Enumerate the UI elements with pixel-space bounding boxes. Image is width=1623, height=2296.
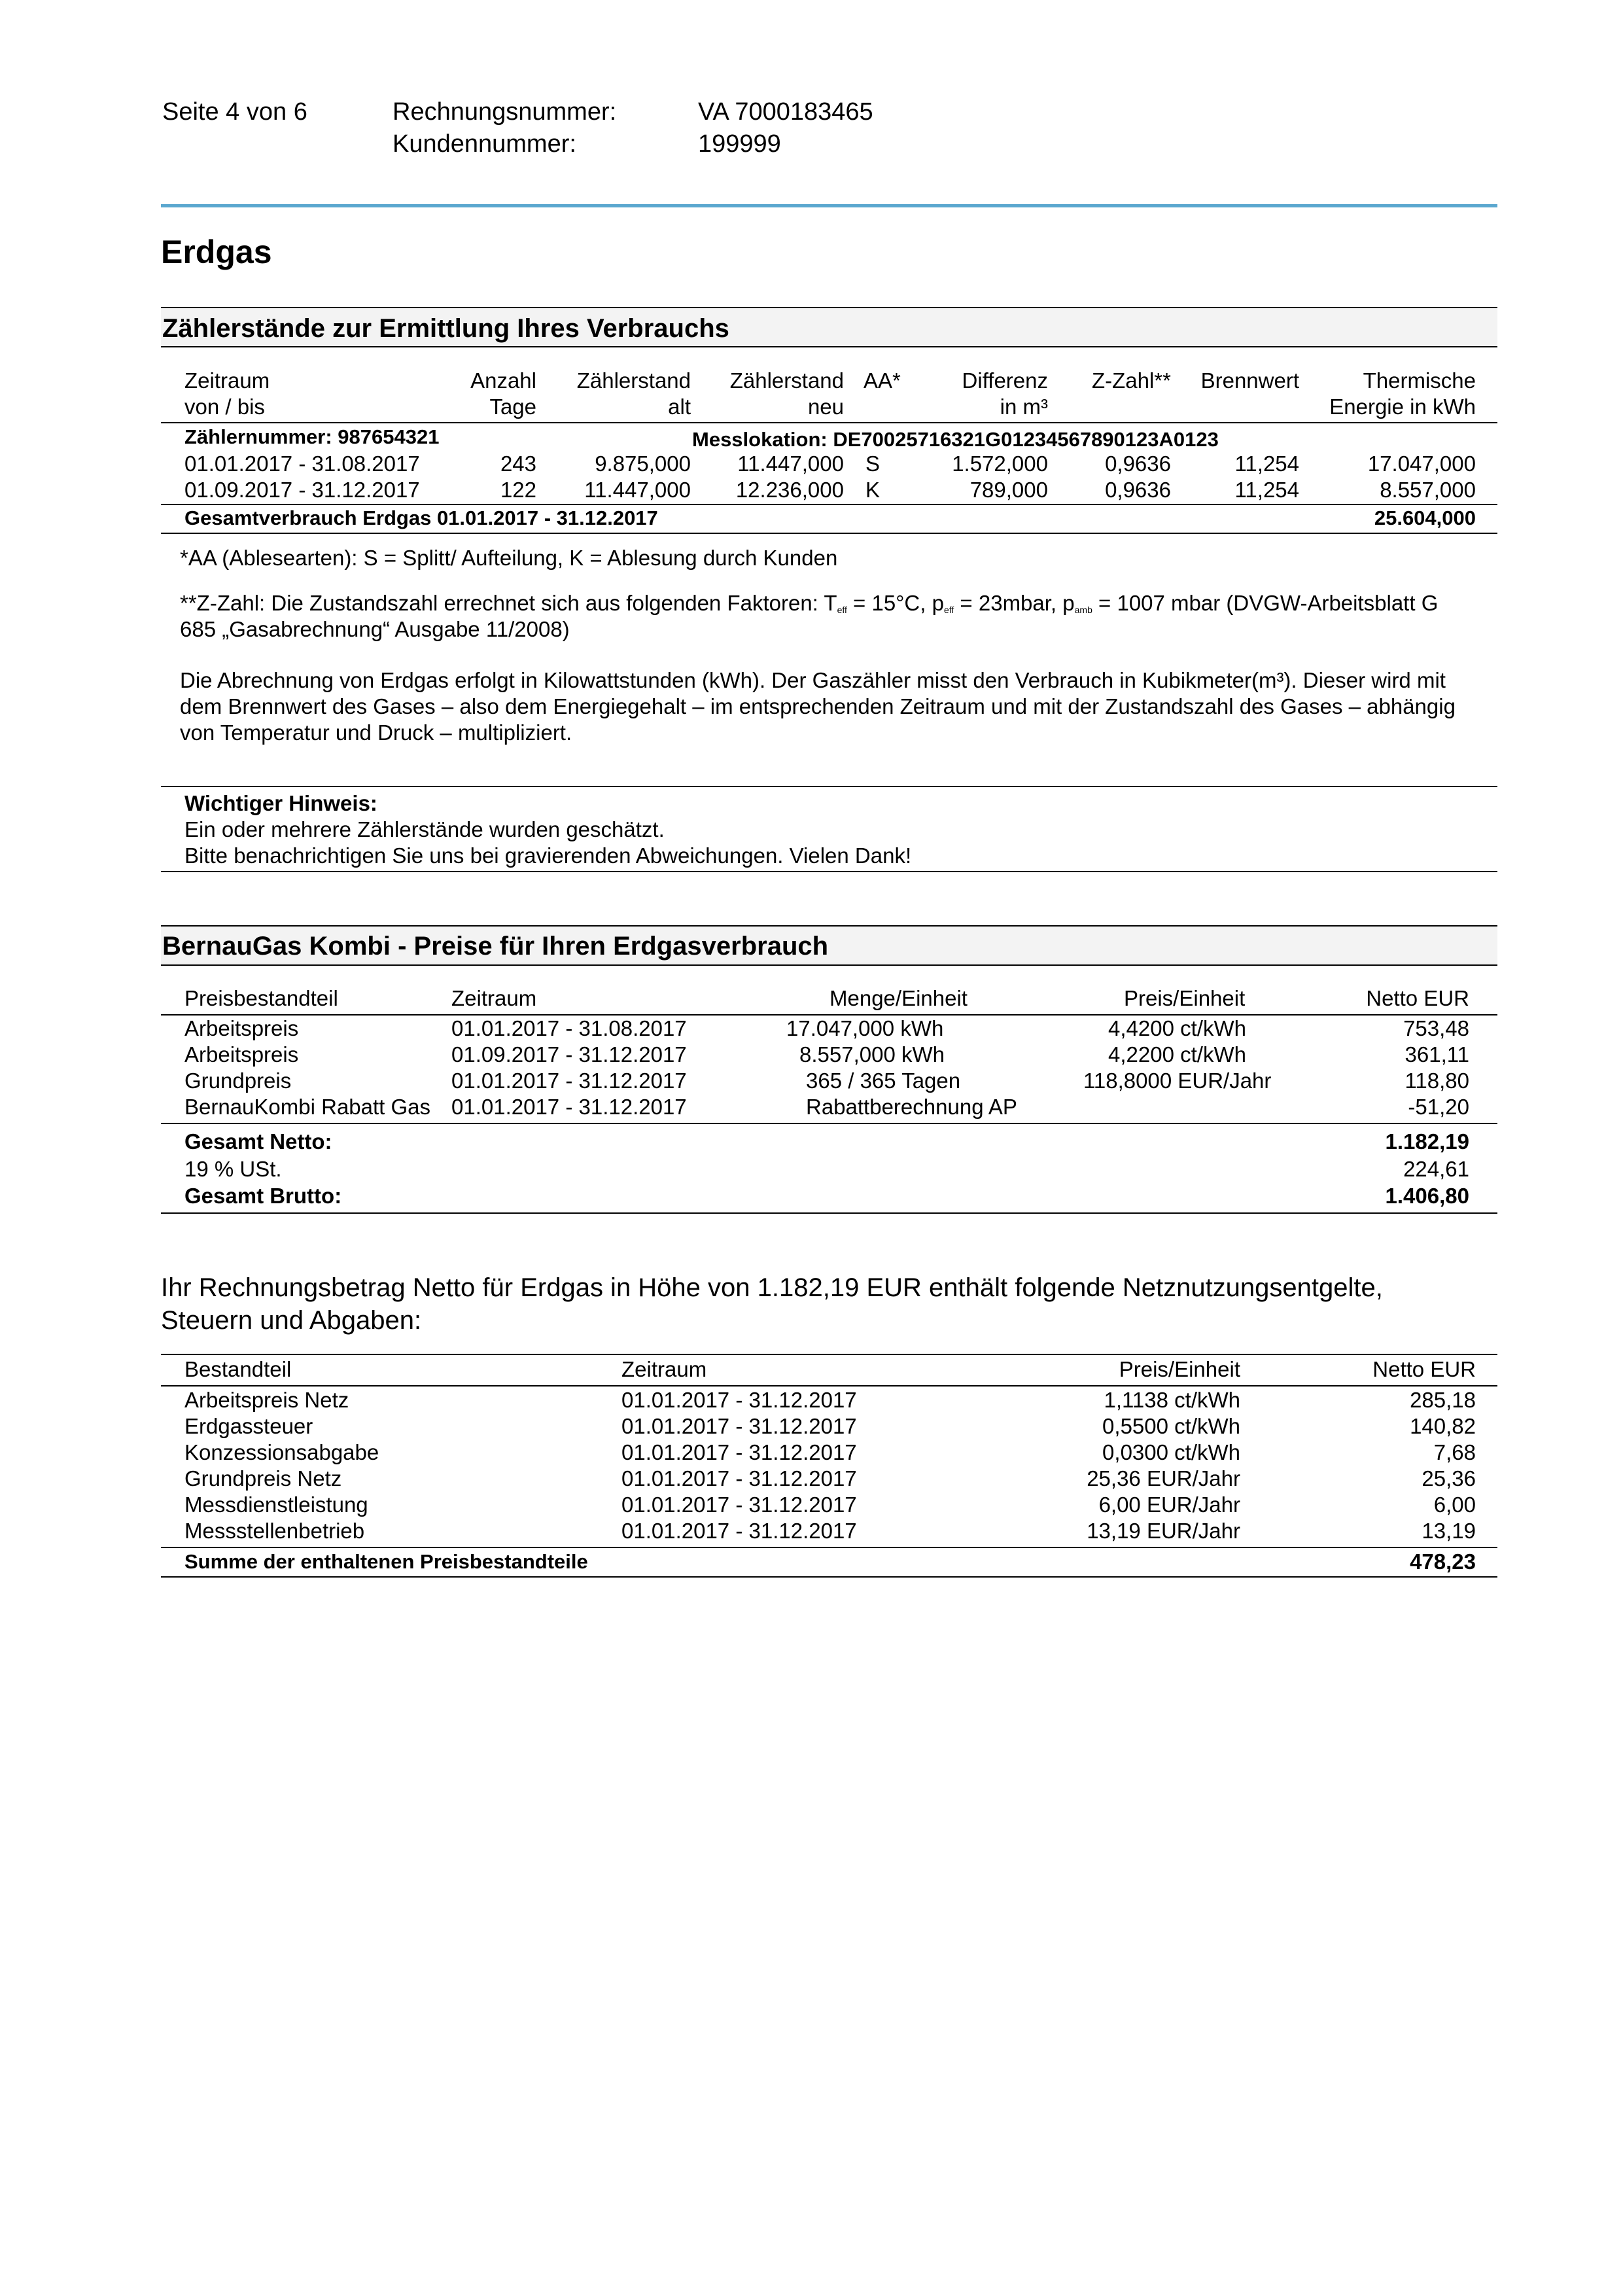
fees-intro-line-2: Steuern und Abgaben: (161, 1306, 422, 1335)
note-z-sub-peff: eff (943, 605, 954, 615)
page-title: Erdgas (161, 234, 272, 270)
header-rule (161, 204, 1497, 207)
note-z-text-2: = 15°C, p (846, 591, 944, 615)
meter-row-1-new: 11.447,000 (737, 451, 844, 476)
meter-row-2-energy: 8.557,000 (1380, 478, 1476, 502)
fees-row-1-component: Arbeitspreis Netz (184, 1388, 349, 1412)
meter-col-energy-sub: Energie in kWh (1329, 395, 1476, 419)
note-zzahl-line-2: 685 „Gasabrechnung“ Ausgabe 11/2008) (180, 617, 570, 641)
prices-section-top-rule (161, 925, 1497, 927)
prices-row-2-period: 01.09.2017 - 31.12.2017 (451, 1042, 687, 1067)
prices-vat-label: 19 % USt. (184, 1157, 282, 1181)
meter-col-period: Zeitraum (184, 368, 270, 393)
prices-col-quantity: Menge/Einheit (829, 986, 968, 1010)
fees-col-period: Zeitraum (621, 1357, 707, 1381)
fees-row-4-net: 25,36 (1422, 1466, 1476, 1491)
prices-row-1-net: 753,48 (1403, 1016, 1469, 1040)
prices-row-2-quantity: 8.557,000 kWh (799, 1042, 945, 1067)
meter-section-title: Zählerstände zur Ermittlung Ihres Verbrauchs (162, 314, 729, 343)
meter-row-1-energy: 17.047,000 (1367, 451, 1476, 476)
meter-col-new-sub: neu (807, 395, 844, 419)
meter-row-1-old: 9.875,000 (595, 451, 691, 476)
prices-row-4-component: BernauKombi Rabatt Gas (184, 1095, 431, 1119)
fees-sum-label: Summe der enthaltenen Preisbestandteile (184, 1550, 588, 1573)
meter-col-old: Zählerstand (576, 368, 691, 393)
hint-line-1: Ein oder mehrere Zählerstände wurden geschätzt. (184, 817, 665, 841)
fees-row-4-period: 01.01.2017 - 31.12.2017 (621, 1466, 857, 1491)
fees-row-1-unit-price: 1,1138 ct/kWh (1104, 1388, 1240, 1412)
note-explain-line-3: von Temperatur und Druck – multipliziert. (180, 720, 572, 745)
fees-row-5-component: Messdienstleistung (184, 1492, 368, 1517)
fees-row-2-component: Erdgassteuer (184, 1414, 313, 1438)
fees-row-2-unit-price: 0,5500 ct/kWh (1102, 1414, 1240, 1438)
fees-col-unit-price: Preis/Einheit (1119, 1357, 1240, 1381)
prices-col-net: Netto EUR (1366, 986, 1469, 1010)
meter-row-2-brennwert: 11,254 (1234, 478, 1299, 502)
prices-row-2-net: 361,11 (1405, 1042, 1469, 1067)
prices-section-bottom-rule (161, 964, 1497, 966)
note-z-text-4: = 1007 mbar (DVGW-Arbeitsblatt G (1092, 591, 1439, 615)
customer-number-value: 199999 (698, 130, 781, 158)
meter-col-energy: Thermische (1363, 368, 1476, 393)
fees-header-rule (161, 1385, 1497, 1386)
prices-row-3-net: 118,80 (1405, 1069, 1469, 1093)
prices-col-component: Preisbestandteil (184, 986, 338, 1010)
prices-row-3-unit-price: 118,8000 EUR/Jahr (1083, 1069, 1272, 1093)
note-explain-line-1: Die Abrechnung von Erdgas erfolgt in Kilowattstunden (kWh). Der Gaszähler misst den Verbrauch in Kubikmeter(m³). Dieser wird mit (180, 668, 1446, 692)
note-aa: *AA (Ablesearten): S = Splitt/ Aufteilung, K = Ablesung durch Kunden (180, 546, 838, 570)
fees-row-1-net: 285,18 (1410, 1388, 1476, 1412)
meter-row-2-new: 12.236,000 (735, 478, 844, 502)
fees-sum-value: 478,23 (1410, 1549, 1476, 1574)
prices-row-3-quantity: 365 / 365 Tagen (806, 1069, 961, 1093)
prices-net-value: 1.182,19 (1385, 1129, 1469, 1154)
prices-row-4-net: -51,20 (1408, 1095, 1469, 1119)
fees-row-6-period: 01.01.2017 - 31.12.2017 (621, 1519, 857, 1543)
fees-row-6-unit-price: 13,19 EUR/Jahr (1087, 1519, 1240, 1543)
meter-col-diff-sub: in m³ (1000, 395, 1048, 419)
prices-gross-rule (161, 1212, 1497, 1214)
meter-total-label: Gesamtverbrauch Erdgas 01.01.2017 - 31.12.2017 (184, 506, 658, 529)
fees-col-net: Netto EUR (1372, 1357, 1476, 1381)
meter-section-bottom-rule (161, 346, 1497, 347)
meter-row-1-diff: 1.572,000 (952, 451, 1048, 476)
meter-col-days: Anzahl (470, 368, 536, 393)
prices-row-1-period: 01.01.2017 - 31.08.2017 (451, 1016, 687, 1040)
prices-net-label: Gesamt Netto: (184, 1129, 332, 1154)
meter-row-2-days: 122 (500, 478, 536, 502)
fees-row-2-period: 01.01.2017 - 31.12.2017 (621, 1414, 857, 1438)
meter-col-diff: Differenz (962, 368, 1048, 393)
fees-row-3-net: 7,68 (1433, 1440, 1476, 1464)
fees-row-5-unit-price: 6,00 EUR/Jahr (1098, 1492, 1240, 1517)
meter-col-period-sub: von / bis (184, 395, 265, 419)
meter-col-zzahl: Z-Zahl** (1091, 368, 1171, 393)
meter-total-rule (161, 533, 1497, 534)
hint-line-2: Bitte benachrichtigen Sie uns bei gravierenden Abweichungen. Vielen Dank! (184, 843, 912, 868)
fees-top-rule (161, 1354, 1497, 1355)
fees-row-5-period: 01.01.2017 - 31.12.2017 (621, 1492, 857, 1517)
meter-row-1-days: 243 (500, 451, 536, 476)
invoice-number-value: VA 7000183465 (698, 98, 873, 126)
meter-header-rule (161, 422, 1497, 423)
fees-row-3-unit-price: 0,0300 ct/kWh (1102, 1440, 1240, 1464)
meter-col-old-sub: alt (668, 395, 691, 419)
meter-row-1-zzahl: 0,9636 (1105, 451, 1171, 476)
fees-row-1-period: 01.01.2017 - 31.12.2017 (621, 1388, 857, 1412)
prices-vat-value: 224,61 (1403, 1157, 1469, 1181)
prices-gross-label: Gesamt Brutto: (184, 1184, 342, 1208)
prices-col-period: Zeitraum (451, 986, 537, 1010)
invoice-number-label: Rechnungsnummer: (393, 98, 617, 126)
note-z-sub-teff: eff (837, 605, 847, 615)
prices-row-2-component: Arbeitspreis (184, 1042, 299, 1067)
fees-row-3-component: Konzessionsabgabe (184, 1440, 379, 1464)
hint-top-rule (161, 786, 1497, 787)
meter-row-2-old: 11.447,000 (584, 478, 691, 502)
prices-row-3-component: Grundpreis (184, 1069, 292, 1093)
hint-bottom-rule (161, 871, 1497, 872)
fees-row-4-unit-price: 25,36 EUR/Jahr (1087, 1466, 1240, 1491)
meter-row-1-period: 01.01.2017 - 31.08.2017 (184, 451, 420, 476)
meter-location: Messlokation: DE7002571632​1G01234567890123A0123 (692, 428, 1219, 451)
note-z-text-3: = 23mbar, p (954, 591, 1075, 615)
prices-section-title: BernauGas Kombi - Preise für Ihren Erdgasverbrauch (162, 932, 829, 961)
fees-sum-rule (161, 1576, 1497, 1578)
prices-col-unit-price: Preis/Einheit (1124, 986, 1246, 1010)
meter-row-2-zzahl: 0,9636 (1105, 478, 1171, 502)
prices-row-2-unit-price: 4,2200 ct/kWh (1108, 1042, 1246, 1067)
fees-rows-rule (161, 1547, 1497, 1548)
hint-title: Wichtiger Hinweis: (184, 791, 377, 815)
note-z-text-1: **Z-Zahl: Die Zustandszahl errechnet sich aus folgenden Faktoren: T (180, 591, 837, 615)
meter-row-2-aa: K (865, 478, 881, 502)
meter-col-new: Zählerstand (729, 368, 844, 393)
meter-row-1-brennwert: 11,254 (1234, 451, 1299, 476)
fees-col-component: Bestandteil (184, 1357, 292, 1381)
fees-intro-line-1: Ihr Rechnungsbetrag Netto für Erdgas in Höhe von 1.182,19 EUR enthält folgende Netznutzungsentgelte, (161, 1273, 1383, 1302)
prices-row-4-quantity: Rabattberechnung AP (806, 1095, 1017, 1119)
meter-section-top-rule (161, 307, 1497, 308)
prices-row-4-period: 01.01.2017 - 31.12.2017 (451, 1095, 687, 1119)
fees-row-6-component: Messstellenbetrieb (184, 1519, 365, 1543)
fees-row-2-net: 140,82 (1410, 1414, 1476, 1438)
meter-col-brennwert: Brennwert (1200, 368, 1299, 393)
note-z-sub-pamb: amb (1074, 605, 1092, 615)
meter-total-value: 25.604,000 (1374, 506, 1476, 529)
meter-col-aa: AA* (864, 368, 901, 393)
note-explain-line-2: dem Brennwert des Gases – also dem Energiegehalt – im entsprechenden Zeitraum und mit der Zustandszahl des Gases – abhängig (180, 694, 1456, 718)
prices-rows-rule (161, 1123, 1497, 1124)
meter-row-2-period: 01.09.2017 - 31.12.2017 (184, 478, 420, 502)
prices-gross-value: 1.406,80 (1385, 1184, 1469, 1208)
prices-row-3-period: 01.01.2017 - 31.12.2017 (451, 1069, 687, 1093)
page-number: Seite 4 von 6 (162, 98, 307, 126)
fees-row-3-period: 01.01.2017 - 31.12.2017 (621, 1440, 857, 1464)
meter-row-1-aa: S (865, 451, 881, 476)
fees-row-5-net: 6,00 (1433, 1492, 1476, 1517)
prices-row-1-component: Arbeitspreis (184, 1016, 299, 1040)
meter-row-2-diff: 789,000 (969, 478, 1048, 502)
prices-row-1-unit-price: 4,4200 ct/kWh (1108, 1016, 1246, 1040)
meter-number: Zählernummer: 987654321 (184, 425, 440, 448)
fees-row-6-net: 13,19 (1422, 1519, 1476, 1543)
customer-number-label: Kundennummer: (393, 130, 576, 158)
prices-row-1-quantity: 17.047,000 kWh (786, 1016, 944, 1040)
fees-row-4-component: Grundpreis Netz (184, 1466, 342, 1491)
meter-col-days-sub: Tage (489, 395, 536, 419)
